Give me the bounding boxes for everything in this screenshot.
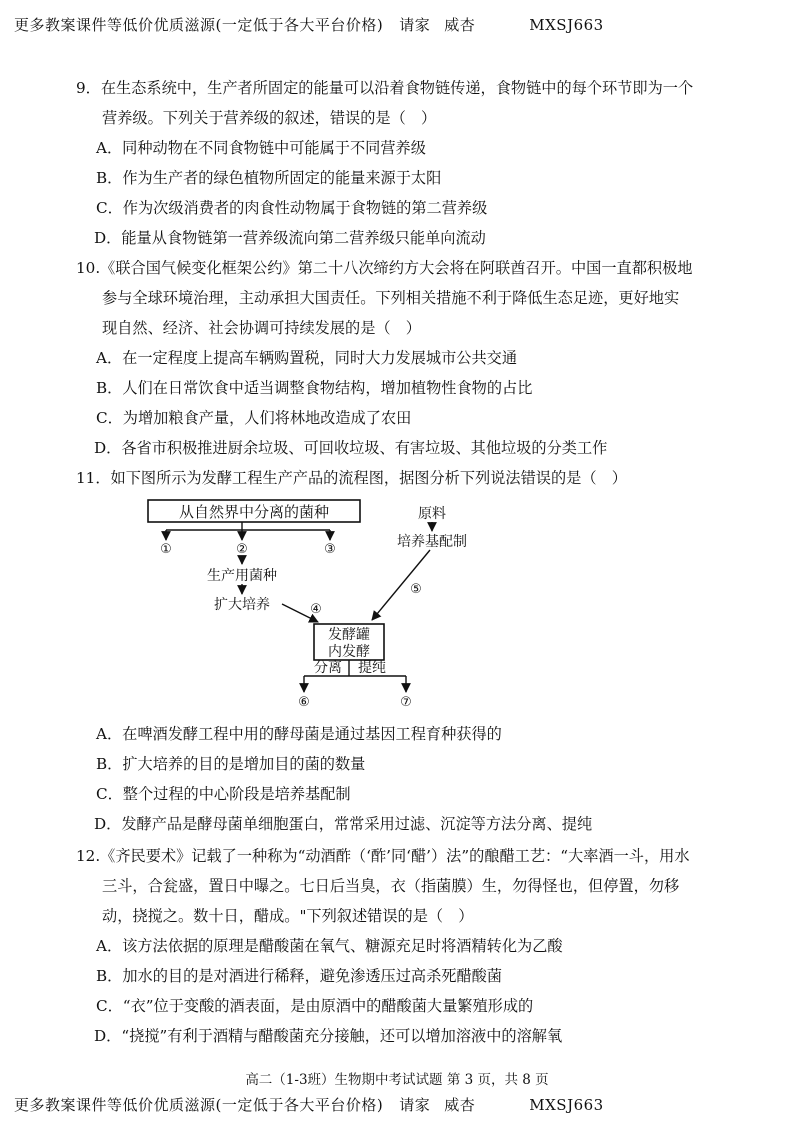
- node-2-label: ②: [236, 542, 248, 557]
- question-11-option-b: B．扩大培养的目的是增加目的菌的数量: [96, 755, 366, 773]
- fermenter-label-line-2: 内发酵: [328, 644, 370, 660]
- footer-banner: [14, 1094, 604, 1115]
- question-9-option-d: D．能量从食物链第一营养级流向第二营养级只能单向流动: [94, 229, 486, 247]
- node-3-label: ③: [324, 542, 336, 557]
- question-10-line-3: 现自然、经济、社会协调可持续发展的是（ ）: [102, 319, 421, 337]
- page-footer: 高二（1-3班）生物期中考试试题 第 3 页，共 8 页: [245, 1072, 549, 1088]
- question-12-option-d: D．“挠搅”有利于酒精与醋酸菌充分接触，还可以增加溶液中的溶解氧: [94, 1027, 563, 1045]
- header-code: MXSJ663: [529, 16, 604, 34]
- step-4-label: ④: [310, 602, 322, 617]
- header-contact-name: 威杏: [444, 16, 476, 34]
- question-12-line-3: 动，挠搅之。数十日，醋成。"下列叙述错误的是（ ）: [102, 907, 474, 925]
- question-12-option-c: C．“衣”位于变酸的酒表面，是由原酒中的醋酸菌大量繁殖形成的: [96, 997, 534, 1015]
- question-10-option-a: A．在一定程度上提高车辆购置税，同时大力发展城市公共交通: [96, 349, 518, 367]
- question-12-line-2: 三斗，合瓮盛，置日中曝之。七日后当臭，衣（指菌膜）生，勿得怪也，但停置，勿移: [102, 877, 680, 895]
- question-11-line-1: 11．如下图所示为发酵工程生产产品的流程图，据图分析下列说法错误的是（ ）: [76, 469, 627, 487]
- question-10-option-d: D．各省市积极推进厨余垃圾、可回收垃圾、有害垃圾、其他垃圾的分类工作: [94, 439, 608, 457]
- isolated-strain-label: 从自然界中分离的菌种: [178, 503, 330, 521]
- step-5-label: ⑤: [410, 582, 422, 597]
- question-12-line-1: 12.《齐民要术》记载了一种称为“动酒酢（‘酢’同‘醋’）法”的酿醋工艺：“大率酒一斗，用水: [76, 847, 690, 865]
- raw-material-label: 原料: [418, 506, 446, 522]
- question-9-option-c: C．作为次级消费者的肉食性动物属于食物链的第二营养级: [96, 199, 488, 217]
- footer-contact-prefix: 请家: [399, 1096, 431, 1114]
- question-10-line-2: 参与全球环境治理，主动承担大国责任。下列相关措施不利于降低生态足迹，更好地实: [102, 289, 680, 307]
- question-11-option-c: C．整个过程的中心阶段是培养基配制: [96, 785, 351, 803]
- medium-prep-label: 培养基配制: [397, 534, 467, 550]
- product-6-label: ⑥: [298, 695, 310, 710]
- question-12-option-b: B．加水的目的是对酒进行稀释，避免渗透压过高杀死醋酸菌: [96, 967, 503, 985]
- production-strain-label: 生产用菌种: [207, 568, 277, 584]
- question-10-option-b: B．人们在日常饮食中适当调整食物结构，增加植物性食物的占比: [96, 379, 533, 397]
- question-10-option-c: C．为增加粮食产量，人们将林地改造成了农田: [96, 409, 412, 427]
- product-7-label: ⑦: [400, 695, 412, 710]
- separation-label: 分离: [314, 660, 342, 676]
- question-11-option-a: A．在啤酒发酵工程中用的酵母菌是通过基因工程育种获得的: [96, 725, 502, 743]
- footer-ad-text: 更多教案课件等低价优质滋源(一定低于各大平台价格): [14, 1096, 384, 1114]
- purification-label: 提纯: [358, 660, 386, 676]
- fermenter-label-line-1: 发酵罐: [328, 627, 370, 643]
- node-1-label: ①: [160, 542, 172, 557]
- question-9-option-b: B．作为生产者的绿色植物所固定的能量来源于太阳: [96, 169, 442, 187]
- question-9-line-2: 营养级。下列关于营养级的叙述，错误的是（ ）: [102, 109, 437, 127]
- footer-code: MXSJ663: [529, 1096, 604, 1114]
- question-11-option-d: D．发酵产品是酵母菌单细胞蛋白，常常采用过滤、沉淀等方法分离、提纯: [94, 815, 593, 833]
- footer-contact-name: 威杏: [444, 1096, 476, 1114]
- fermentation-flow-diagram: [140, 496, 467, 710]
- question-10-line-1: 10.《联合国气候变化框架公约》第二十八次缔约方大会将在阿联酋召开。中国一直都积极地: [76, 259, 693, 277]
- header-banner: [14, 14, 604, 35]
- header-contact-prefix: 请家: [399, 16, 431, 34]
- question-12-option-a: A．该方法依据的原理是醋酸菌在氧气、糖源充足时将酒精转化为乙酸: [96, 937, 563, 955]
- question-9-option-a: A．同种动物在不同食物链中可能属于不同营养级: [96, 139, 426, 157]
- question-9-line-1: 9．在生态系统中，生产者所固定的能量可以沿着食物链传递，食物链中的每个环节即为一个: [76, 79, 694, 97]
- header-ad-text: 更多教案课件等低价优质滋源(一定低于各大平台价格): [14, 16, 384, 34]
- expand-culture-label: 扩大培养: [214, 597, 270, 613]
